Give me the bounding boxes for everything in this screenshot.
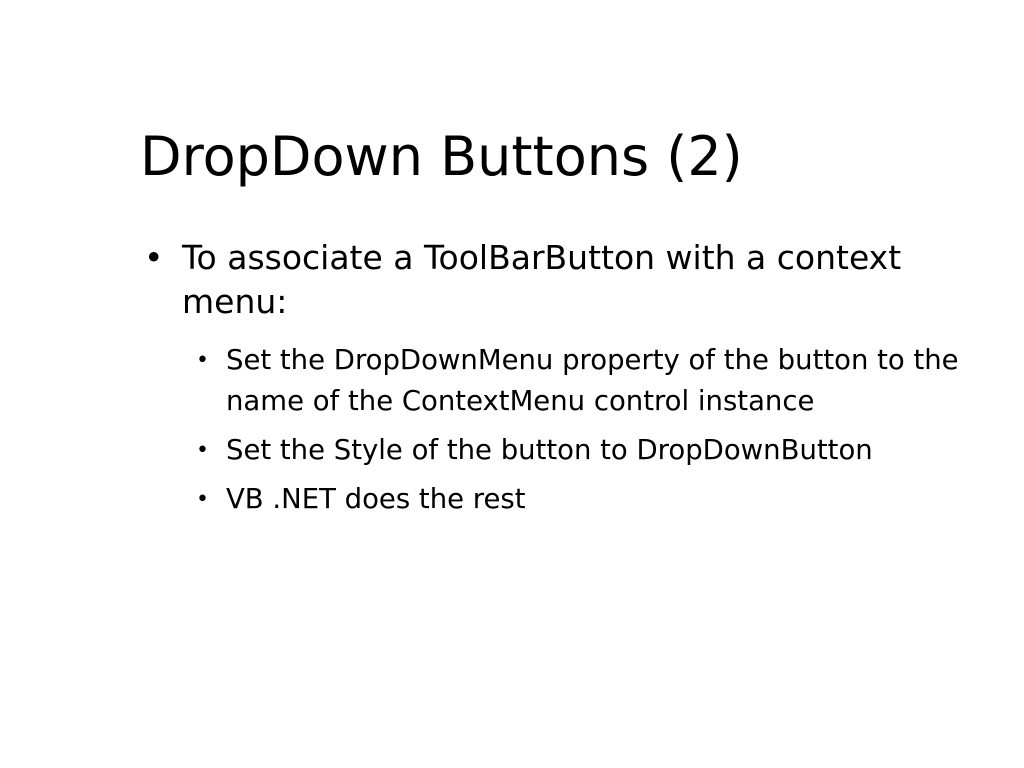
sub-bullet-text: Set the DropDownMenu property of the button to the name of the ContextMenu control instance — [226, 344, 959, 417]
slide-title: DropDown Buttons (2) — [140, 125, 743, 188]
bullet-item — [140, 236, 980, 324]
bullet-icon: • — [196, 348, 209, 373]
sub-bullet-item — [182, 430, 980, 471]
sub-bullet-text: Set the Style of the button to DropDownButton — [226, 434, 873, 466]
bullet-icon: • — [196, 487, 209, 512]
bullet-icon: • — [144, 238, 164, 277]
sub-bullet-text: VB .NET does the rest — [226, 483, 526, 515]
sub-bullet-list — [182, 340, 980, 520]
bullet-icon: • — [196, 438, 209, 463]
bullet-text: To associate a ToolBarButton with a context menu: — [182, 238, 902, 321]
sub-bullet-item — [182, 479, 980, 520]
sub-bullet-item — [182, 340, 980, 422]
slide-body — [140, 236, 980, 528]
